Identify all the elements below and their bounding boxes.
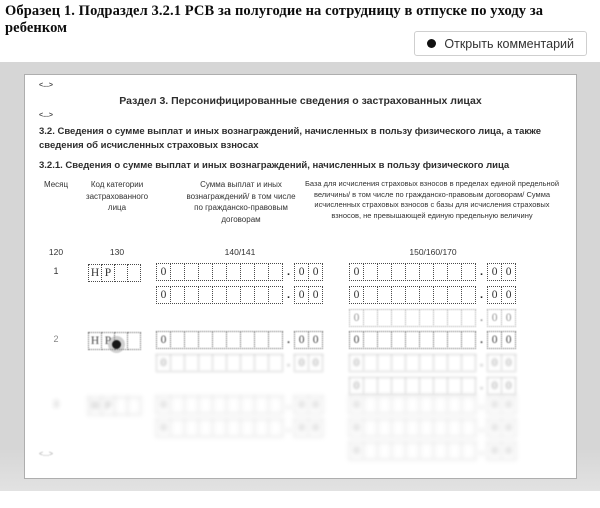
form-cell bbox=[363, 396, 378, 414]
form-cell bbox=[114, 397, 128, 415]
clause-3-2: 3.2. Сведения о сумме выплат и иных вознаграждений, начисленных в пользу физического лица, а также сведения об исчисленных страховых взносах bbox=[39, 126, 542, 151]
form-cell: 0 bbox=[294, 354, 309, 372]
form-cell bbox=[363, 442, 378, 460]
form-cell bbox=[363, 331, 378, 349]
amount-row bbox=[156, 419, 323, 437]
form-cell bbox=[198, 263, 213, 281]
form-cell bbox=[377, 309, 392, 327]
form-cell bbox=[461, 377, 476, 395]
form-cell bbox=[363, 419, 378, 437]
open-comment-button-label: Открыть комментарий bbox=[444, 36, 574, 51]
kopeck-cells bbox=[487, 331, 516, 349]
form-cell: Р bbox=[101, 332, 115, 350]
form-cell bbox=[254, 419, 269, 437]
form-cell bbox=[433, 377, 448, 395]
decimal-dot: . bbox=[480, 334, 484, 346]
form-cell bbox=[226, 419, 241, 437]
form-cell: 0 bbox=[501, 309, 516, 327]
form-cell: Н bbox=[88, 264, 102, 282]
kopeck-cells bbox=[487, 263, 516, 281]
form-cell bbox=[405, 354, 420, 372]
form-cell: 0 bbox=[308, 286, 323, 304]
form-sheet bbox=[24, 74, 577, 479]
form-cell bbox=[461, 263, 476, 281]
amount-row bbox=[156, 354, 323, 372]
form-cell bbox=[254, 286, 269, 304]
form-cell: 0 bbox=[308, 263, 323, 281]
form-cell: 0 bbox=[501, 331, 516, 349]
form-cell bbox=[419, 396, 434, 414]
decimal-dot: . bbox=[480, 289, 484, 301]
form-cell bbox=[461, 354, 476, 372]
amount-row bbox=[349, 377, 516, 395]
form-cell bbox=[419, 377, 434, 395]
form-cell bbox=[419, 354, 434, 372]
form-cell bbox=[363, 377, 378, 395]
form-cell bbox=[198, 354, 213, 372]
form-cell bbox=[363, 354, 378, 372]
form-cell: 0 bbox=[156, 331, 171, 349]
form-cell bbox=[170, 331, 185, 349]
form-cell bbox=[377, 263, 392, 281]
form-cell bbox=[240, 396, 255, 414]
form-cell: 0 bbox=[294, 396, 309, 414]
form-cell bbox=[212, 396, 227, 414]
form-cell bbox=[377, 354, 392, 372]
ruble-cells bbox=[156, 354, 283, 372]
form-cell bbox=[363, 309, 378, 327]
form-cell bbox=[226, 331, 241, 349]
decimal-dot: . bbox=[287, 399, 291, 411]
decimal-dot: . bbox=[287, 422, 291, 434]
kopeck-cells bbox=[294, 331, 323, 349]
column-header-base: База для исчисления страховых взносов в пределах единой предельной величины/ в том числе по гражданско-правовым договорам/ Сумма исчисленных страховых взносов с базы для исчисления страховых взносов, не превышающей единую предельную величину bbox=[304, 179, 560, 220]
form-cell bbox=[363, 286, 378, 304]
form-cell bbox=[377, 419, 392, 437]
form-cell bbox=[391, 396, 406, 414]
form-cell: 0 bbox=[487, 396, 502, 414]
form-cell bbox=[240, 354, 255, 372]
column-code-140-141: 140/141 bbox=[224, 247, 256, 257]
form-cell bbox=[198, 286, 213, 304]
decimal-dot: . bbox=[287, 357, 291, 369]
form-cell bbox=[127, 332, 141, 350]
form-cell bbox=[268, 286, 283, 304]
form-cell: 0 bbox=[308, 354, 323, 372]
form-cell: Н bbox=[88, 397, 102, 415]
form-cell bbox=[268, 419, 283, 437]
amount-row bbox=[156, 396, 323, 414]
ruble-cells bbox=[349, 286, 476, 304]
amount-row bbox=[156, 286, 323, 304]
form-cell bbox=[391, 309, 406, 327]
form-cell bbox=[240, 263, 255, 281]
ruble-cells bbox=[349, 419, 476, 437]
form-cell bbox=[447, 442, 462, 460]
form-cell bbox=[447, 354, 462, 372]
decimal-dot: . bbox=[480, 399, 484, 411]
ellipsis-marker-middle: <...> bbox=[39, 112, 54, 119]
ruble-cells bbox=[156, 263, 283, 281]
column-header-month: Месяц bbox=[43, 180, 69, 189]
form-cell bbox=[405, 442, 420, 460]
bullet-dot-icon bbox=[427, 39, 436, 48]
form-cell bbox=[268, 263, 283, 281]
page-title: Образец 1. Подраздел 3.2.1 РСВ за полугодие на сотрудницу в отпуске по уходу за ребенком bbox=[5, 3, 544, 36]
form-cell bbox=[447, 309, 462, 327]
form-cell: 0 bbox=[501, 377, 516, 395]
month-number: 1 bbox=[53, 266, 59, 276]
form-cell: 0 bbox=[349, 331, 364, 349]
open-comment-button[interactable] bbox=[414, 31, 587, 56]
form-cell: 0 bbox=[487, 442, 502, 460]
form-cell: 0 bbox=[349, 377, 364, 395]
form-cell bbox=[240, 286, 255, 304]
category-cells bbox=[88, 264, 141, 282]
form-cell bbox=[433, 286, 448, 304]
form-cell: 0 bbox=[349, 354, 364, 372]
category-code-cells bbox=[88, 396, 141, 415]
form-cell bbox=[447, 419, 462, 437]
decimal-dot: . bbox=[480, 266, 484, 278]
form-cell bbox=[198, 419, 213, 437]
form-cell: 0 bbox=[156, 396, 171, 414]
form-cell: 0 bbox=[308, 396, 323, 414]
form-cell bbox=[240, 331, 255, 349]
form-cell bbox=[391, 377, 406, 395]
ellipsis-marker-top: <...> bbox=[39, 82, 54, 89]
amount-row bbox=[349, 396, 516, 414]
form-cell: 0 bbox=[156, 263, 171, 281]
ruble-cells bbox=[349, 377, 476, 395]
form-cell bbox=[447, 263, 462, 281]
form-cell bbox=[433, 442, 448, 460]
form-cell bbox=[268, 331, 283, 349]
form-cell: 0 bbox=[501, 419, 516, 437]
ruble-cells bbox=[156, 396, 283, 414]
form-cell: 0 bbox=[487, 354, 502, 372]
form-cell: 0 bbox=[501, 263, 516, 281]
form-cell bbox=[184, 263, 199, 281]
decimal-dot: . bbox=[480, 422, 484, 434]
decimal-dot: . bbox=[480, 380, 484, 392]
kopeck-cells bbox=[294, 354, 323, 372]
base-column bbox=[349, 263, 516, 332]
form-cell bbox=[268, 354, 283, 372]
form-cell bbox=[419, 263, 434, 281]
amount-row bbox=[349, 331, 516, 349]
form-cell bbox=[127, 397, 141, 415]
form-cell bbox=[433, 309, 448, 327]
decimal-dot: . bbox=[480, 445, 484, 457]
form-cell: 0 bbox=[487, 309, 502, 327]
category-code-cells bbox=[88, 263, 141, 282]
form-cell bbox=[212, 286, 227, 304]
form-cell bbox=[212, 331, 227, 349]
column-code-120: 120 bbox=[48, 247, 64, 257]
form-cell: 0 bbox=[156, 354, 171, 372]
form-cell bbox=[170, 419, 185, 437]
form-cell bbox=[391, 263, 406, 281]
form-cell: 0 bbox=[349, 286, 364, 304]
ruble-cells bbox=[349, 442, 476, 460]
decimal-dot: . bbox=[287, 289, 291, 301]
form-cell: 0 bbox=[349, 309, 364, 327]
form-cell bbox=[184, 354, 199, 372]
form-cell: 0 bbox=[501, 396, 516, 414]
form-cell: 0 bbox=[349, 442, 364, 460]
amount-row bbox=[349, 286, 516, 304]
amount-row bbox=[156, 263, 323, 281]
form-cell bbox=[226, 263, 241, 281]
base-column bbox=[349, 331, 516, 400]
ruble-cells bbox=[156, 286, 283, 304]
kopeck-cells bbox=[294, 396, 323, 414]
form-cell bbox=[461, 419, 476, 437]
form-cell bbox=[461, 396, 476, 414]
form-cell: 0 bbox=[501, 286, 516, 304]
form-cell: 0 bbox=[294, 419, 309, 437]
kopeck-cells bbox=[487, 309, 516, 327]
form-cell: 0 bbox=[308, 331, 323, 349]
kopeck-cells bbox=[487, 354, 516, 372]
form-cell: 0 bbox=[294, 286, 309, 304]
form-cell bbox=[268, 396, 283, 414]
form-image-panel bbox=[0, 62, 600, 491]
form-cell bbox=[419, 442, 434, 460]
ruble-cells bbox=[349, 309, 476, 327]
form-cell: 0 bbox=[487, 263, 502, 281]
category-code-cells bbox=[88, 331, 141, 350]
form-cell: 0 bbox=[294, 331, 309, 349]
payments-column bbox=[156, 331, 323, 377]
section-3-title: Раздел 3. Персонифицированные сведения о застрахованных лицах bbox=[119, 95, 482, 107]
form-cell bbox=[198, 396, 213, 414]
month-number: 2 bbox=[53, 334, 59, 344]
column-code-150-160-170: 150/160/170 bbox=[409, 247, 457, 257]
form-cell bbox=[226, 396, 241, 414]
form-cell bbox=[254, 354, 269, 372]
form-cell: Н bbox=[88, 332, 102, 350]
ruble-cells bbox=[349, 331, 476, 349]
form-cell bbox=[170, 286, 185, 304]
kopeck-cells bbox=[487, 377, 516, 395]
form-cell bbox=[363, 263, 378, 281]
ruble-cells bbox=[156, 419, 283, 437]
amount-row bbox=[156, 331, 323, 349]
form-cell bbox=[377, 377, 392, 395]
form-cell bbox=[433, 396, 448, 414]
form-cell bbox=[433, 354, 448, 372]
form-cell bbox=[226, 354, 241, 372]
kopeck-cells bbox=[294, 263, 323, 281]
form-cell bbox=[254, 331, 269, 349]
payments-column bbox=[156, 396, 323, 442]
form-cell: 0 bbox=[487, 286, 502, 304]
form-cell bbox=[254, 263, 269, 281]
form-cell bbox=[170, 354, 185, 372]
category-cells bbox=[88, 397, 141, 415]
form-cell: 0 bbox=[156, 419, 171, 437]
form-cell bbox=[127, 264, 141, 282]
form-cell bbox=[391, 331, 406, 349]
amount-row bbox=[349, 442, 516, 460]
form-cell bbox=[461, 331, 476, 349]
kopeck-cells bbox=[487, 396, 516, 414]
month-number: 3 bbox=[53, 399, 59, 409]
amount-row bbox=[349, 354, 516, 372]
form-cell: Р bbox=[101, 397, 115, 415]
form-cell bbox=[391, 419, 406, 437]
decimal-dot: . bbox=[287, 266, 291, 278]
column-header-category: Код категории застрахованного лица bbox=[85, 180, 149, 213]
form-cell bbox=[114, 264, 128, 282]
form-cell: 0 bbox=[501, 442, 516, 460]
form-cell bbox=[405, 309, 420, 327]
form-cell bbox=[433, 419, 448, 437]
form-cell bbox=[419, 309, 434, 327]
column-code-130: 130 bbox=[109, 247, 125, 257]
form-cell: 0 bbox=[294, 263, 309, 281]
form-cell bbox=[391, 354, 406, 372]
base-column bbox=[349, 396, 516, 465]
ruble-cells bbox=[349, 263, 476, 281]
form-cell: Р bbox=[101, 264, 115, 282]
form-cell bbox=[240, 419, 255, 437]
comment-anchor-dot bbox=[112, 340, 121, 349]
form-cell bbox=[198, 331, 213, 349]
form-cell bbox=[377, 396, 392, 414]
form-cell bbox=[212, 263, 227, 281]
form-cell bbox=[405, 377, 420, 395]
kopeck-cells bbox=[294, 419, 323, 437]
ruble-cells bbox=[349, 354, 476, 372]
kopeck-cells bbox=[487, 442, 516, 460]
form-cell bbox=[212, 354, 227, 372]
form-cell bbox=[405, 331, 420, 349]
form-cell bbox=[405, 263, 420, 281]
form-cell: 0 bbox=[501, 354, 516, 372]
form-cell bbox=[433, 331, 448, 349]
payments-column bbox=[156, 263, 323, 309]
form-cell bbox=[405, 396, 420, 414]
kopeck-cells bbox=[487, 286, 516, 304]
form-cell bbox=[377, 442, 392, 460]
form-cell bbox=[391, 286, 406, 304]
form-cell bbox=[184, 331, 199, 349]
amount-row bbox=[349, 263, 516, 281]
form-cell bbox=[184, 396, 199, 414]
form-cell bbox=[212, 419, 227, 437]
kopeck-cells bbox=[294, 286, 323, 304]
form-cell bbox=[405, 419, 420, 437]
form-cell bbox=[447, 286, 462, 304]
form-cell bbox=[170, 263, 185, 281]
form-cell: 0 bbox=[487, 331, 502, 349]
form-cell bbox=[433, 263, 448, 281]
form-cell bbox=[461, 442, 476, 460]
form-cell bbox=[447, 377, 462, 395]
ellipsis-marker-bottom: <...> bbox=[39, 451, 54, 458]
kopeck-cells bbox=[487, 419, 516, 437]
form-cell: 0 bbox=[349, 419, 364, 437]
decimal-dot: . bbox=[480, 357, 484, 369]
amount-row bbox=[349, 309, 516, 327]
form-cell bbox=[447, 331, 462, 349]
form-cell bbox=[377, 331, 392, 349]
form-cell: 0 bbox=[349, 396, 364, 414]
form-cell bbox=[184, 419, 199, 437]
clause-3-2-1: 3.2.1. Сведения о сумме выплат и иных вознаграждений, начисленных в пользу физического лица bbox=[39, 160, 510, 171]
form-cell bbox=[461, 309, 476, 327]
form-cell bbox=[447, 396, 462, 414]
form-cell: 0 bbox=[349, 263, 364, 281]
form-cell bbox=[226, 286, 241, 304]
form-cell bbox=[419, 419, 434, 437]
decimal-dot: . bbox=[480, 312, 484, 324]
form-cell bbox=[170, 396, 185, 414]
form-cell: 0 bbox=[156, 286, 171, 304]
form-cell bbox=[461, 286, 476, 304]
form-cell bbox=[391, 442, 406, 460]
decimal-dot: . bbox=[287, 334, 291, 346]
form-cell bbox=[184, 286, 199, 304]
column-header-payments: Сумма выплат и иных вознаграждений/ в том числе по гражданско-правовым договорам bbox=[186, 180, 296, 224]
form-cell bbox=[377, 286, 392, 304]
form-cell: 0 bbox=[487, 377, 502, 395]
form-cell bbox=[419, 286, 434, 304]
ruble-cells bbox=[156, 331, 283, 349]
ruble-cells bbox=[349, 396, 476, 414]
amount-row bbox=[349, 419, 516, 437]
form-cell bbox=[405, 286, 420, 304]
form-cell bbox=[254, 396, 269, 414]
form-cell: 0 bbox=[487, 419, 502, 437]
form-cell bbox=[419, 331, 434, 349]
form-cell: 0 bbox=[308, 419, 323, 437]
